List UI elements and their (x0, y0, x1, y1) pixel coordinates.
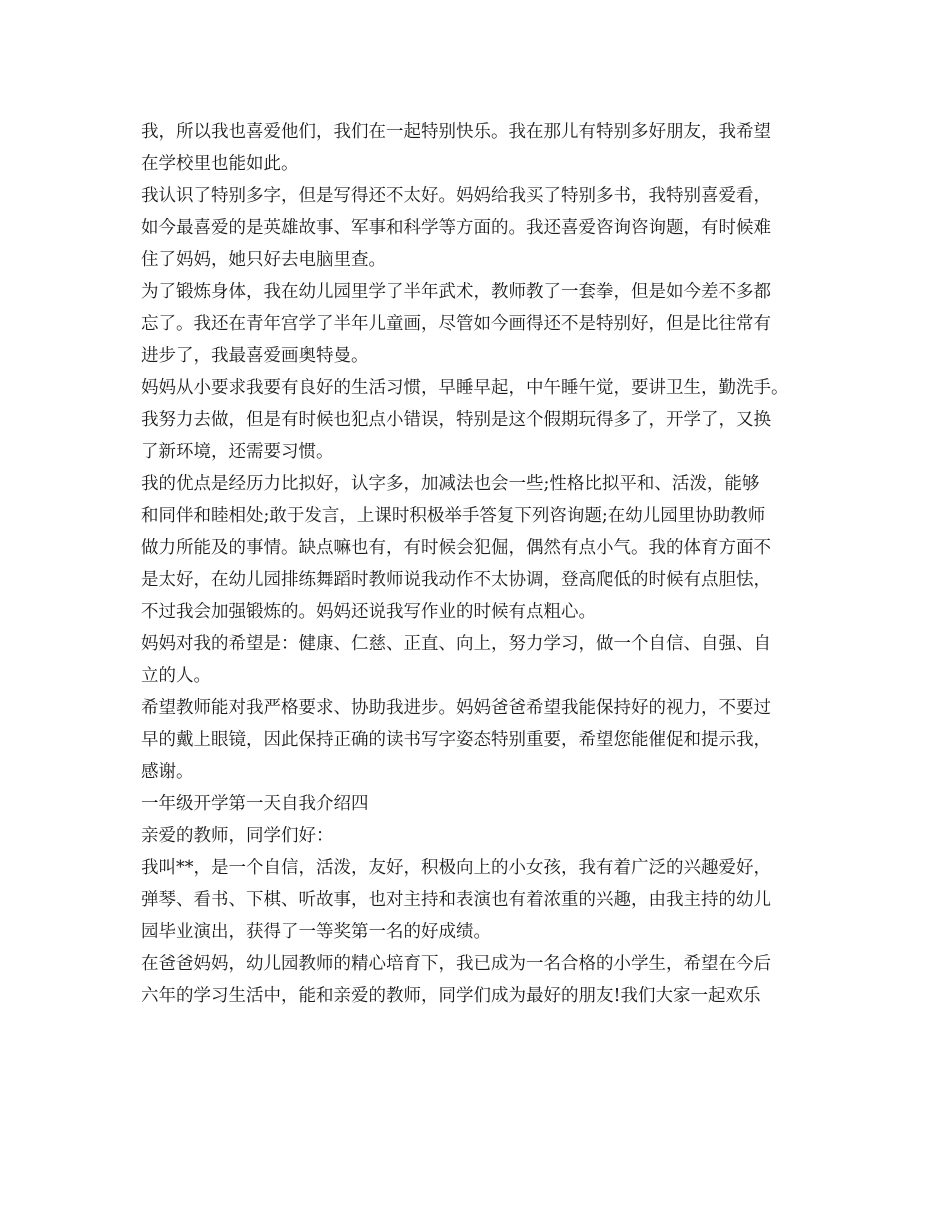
text-line: 我的优点是经历力比拟好，认字多，加减法也会一些;性格比拟平和、活泼，能够 (141, 474, 760, 494)
text-line: 早的戴上眼镜，因此保持正确的读书写字姿态特别重要，希望您能催促和提示我， (141, 730, 771, 750)
text-line: 园毕业演出，获得了一等奖第一名的好成绩。 (141, 922, 491, 942)
text-line: 不过我会加强锻炼的。妈妈还说我写作业的时候有点粗心。 (141, 602, 596, 622)
text-line: 妈妈对我的希望是：健康、仁慈、正直、向上，努力学习，做一个自信、自强、自 (141, 634, 771, 654)
text-line: 如今最喜爱的是英雄故事、军事和科学等方面的。我还喜爱咨询咨询题，有时候难 (141, 218, 771, 238)
greeting-line: 亲爱的教师，同学们好： (141, 826, 334, 846)
text-line: 立的人。 (141, 666, 211, 686)
text-line: 是太好，在幼儿园排练舞蹈时教师说我动作不太协调，登高爬低的时候有点胆怯， (141, 570, 771, 590)
text-line: 弹琴、看书、下棋、听故事，也对主持和表演也有着浓重的兴趣，由我主持的幼儿 (141, 890, 771, 910)
text-line: 了新环境，还需要习惯。 (141, 442, 334, 462)
document-body (141, 116, 831, 1012)
text-line: 和同伴和睦相处;敢于发言，上课时积极举手答复下列咨询题;在幼儿园里协助教师 (141, 506, 766, 526)
section-heading: 一年级开学第一天自我介绍四 (141, 794, 369, 814)
text-line: 希望教师能对我严格要求、协助我进步。妈妈爸爸希望我能保持好的视力，不要过 (141, 698, 771, 718)
text-line: 我，所以我也喜爱他们，我们在一起特别快乐。我在那儿有特别多好朋友，我希望 (141, 122, 771, 142)
text-line: 在学校里也能如此。 (141, 154, 299, 174)
text-line: 做力所能及的事情。缺点嘛也有，有时候会犯倔，偶然有点小气。我的体育方面不 (141, 538, 771, 558)
text-line: 感谢。 (141, 762, 194, 782)
text-line: 六年的学习生活中，能和亲爱的教师，同学们成为最好的朋友!我们大家一起欢乐 (141, 986, 761, 1006)
text-line: 在爸爸妈妈，幼儿园教师的精心培育下，我已成为一名合格的小学生，希望在今后 (141, 954, 771, 974)
text-line: 我认识了特别多字，但是写得还不太好。妈妈给我买了特别多书，我特别喜爱看， (141, 186, 771, 206)
text-line: 我努力去做，但是有时候也犯点小错误，特别是这个假期玩得多了，开学了，又换 (141, 410, 771, 430)
text-line: 妈妈从小要求我要有良好的生活习惯，早睡早起，中午睡午觉，要讲卫生，勤洗手。 (141, 378, 789, 398)
text-line: 进步了，我最喜爱画奥特曼。 (141, 346, 369, 366)
text-line: 忘了。我还在青年宫学了半年儿童画，尽管如今画得还不是特别好，但是比往常有 (141, 314, 771, 334)
text-line: 为了锻炼身体，我在幼儿园里学了半年武术，教师教了一套拳，但是如今差不多都 (141, 282, 771, 302)
text-line: 我叫**，是一个自信，活泼，友好，积极向上的小女孩，我有着广泛的兴趣爱好， (141, 858, 771, 878)
text-line: 住了妈妈，她只好去电脑里查。 (141, 250, 386, 270)
